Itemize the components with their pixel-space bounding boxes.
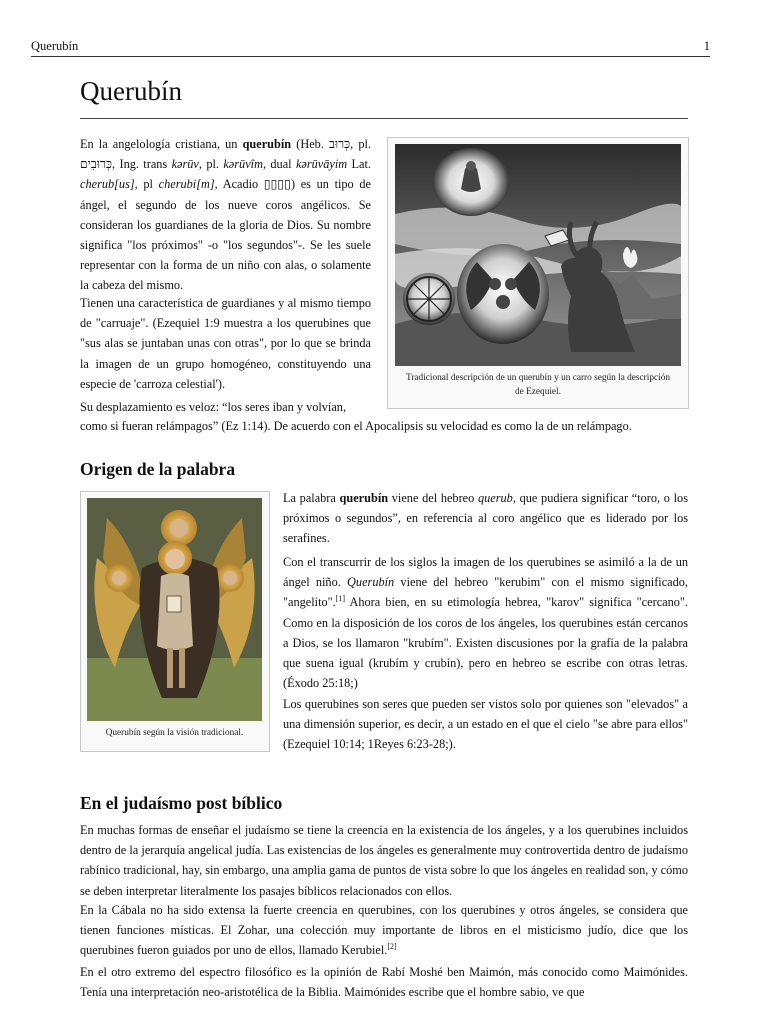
article-title: Querubín: [80, 76, 182, 106]
judaismo-paragraph-3: En el otro extremo del espectro filosófico es la opinión de Rabí Moshé ben Maimón, más conocido como Maimónides. Tenía una interpretación neo-aristotélica de la Biblia. Maimónides escribe que el hombre sabio, ve que: [80, 965, 688, 1000]
cherub-figure: [80, 491, 270, 752]
cherub-icon-painting: [87, 498, 262, 721]
judaismo-paragraph-2: En la Cábala no ha sido extensa la fuerte creencia en querubines, con los querubines y otros ángeles, se considera que tienen funciones místicas. El Zohar, una colección muy importante de libros en el misticismo judío, dice que los querubines fueron guiados por uno de ellos, llamado Kerubiel.[2]: [80, 903, 688, 958]
origen-paragraph-2: Con el transcurrir de los siglos la imagen de los querubines se asimiló a la de un ángel niño. Querubín viene del hebreo "kerubim" con el mismo significado, "angelito".[1] Ahora bien, en su etimología hebrea, "karov" significa "cercano". Como en la disposición de los coros de los ángeles, los querubines están cercanos a Dios, se los llamaron "krubím". Existen discusiones por la grafía de la palabra que suena igual (krubím y crubín), pero en hebreo se escribe con otras letras. (Éxodo 25:18;): [283, 555, 689, 691]
origen-paragraph-3: Los querubines son seres que pueden ser vistos solo por quienes son "elevados" a una dimensión superior, es decir, a un estado en el que el cielo "se abre para ellos" (Ezequiel 10:14; 1Reyes 6:23-28;).: [283, 697, 688, 752]
citation-1[interactable]: [1]: [335, 594, 346, 604]
ezekiel-vision-caption: Tradicional descripción de un querubín y un carro según la descripción de Ezequiel.: [405, 373, 671, 397]
ezekiel-vision-engraving: [395, 144, 681, 366]
intro-paragraph-2: Tienen una característica de guardianes y al mismo tiempo de "carruaje". (Ezequiel 1:9 muestra a los querubines que "sus alas se juntaban unas con otras", por lo que se brinda la imagen de un grupo homogéneo, constituyendo una especie de 'carroza celestial').: [80, 296, 371, 391]
page-number: 1: [703, 39, 710, 53]
cherub-caption: Querubín según la visión tradicional.: [105, 728, 244, 738]
intro-paragraph-1: En la angelología cristiana, un querubín (Heb. כְּרוּב, pl. כְּרוּבִים, Ing. trans kərūv, pl. kərūvîm, dual kərūvāyim Lat. cherub[us], pl cherubi[m], Acadio ▯▯▯▯) es un tipo de ángel, el segundo de los nueve coros angélicos. Se consideran los guardianes de la gloria de Dios. Su nombre significa "los próximos" -o "los segundos"-. Se les suele representar con la forma de un niño con alas, o solamente la cabeza del mismo.: [80, 137, 371, 293]
title-divider: [80, 118, 688, 119]
section-heading-origen: Origen de la palabra: [80, 459, 236, 479]
ezekiel-vision-figure: [387, 137, 689, 409]
origen-paragraph-1: La palabra querubín viene del hebreo querub, que pudiera significar “toro, o los próximos o segundos”, en referencia al coro angélico que es liderado por los serafines.: [283, 491, 688, 546]
section-heading-judaismo: En el judaísmo post bíblico: [80, 793, 283, 813]
citation-2[interactable]: [2]: [387, 942, 397, 952]
running-header: [31, 38, 710, 57]
intro-paragraph-3-start: Su desplazamiento es veloz: “los seres iban y volvían,: [80, 400, 347, 414]
intro-paragraph-3-end: como si fueran relámpagos” (Ez 1:14). De acuerdo con el Apocalipsis su velocidad es como la de un relámpago.: [80, 419, 632, 433]
running-header-title: Querubín: [31, 39, 79, 53]
judaismo-paragraph-1: En muchas formas de enseñar el judaísmo se tiene la creencia en la existencia de los ángeles, y a los querubines incluidos dentro de la jerarquía angelical judía. Las existencias de los ángeles es generalmente muy controvertida dentro de judaísmo rabínico tradicional, hay, sin embargo, una amplia gama de puntos de vista sobre lo que los ángeles en realidad son, y cómo se deben interpretar literalmente los pasajes bíblicos relacionados con ellos.: [80, 823, 688, 898]
